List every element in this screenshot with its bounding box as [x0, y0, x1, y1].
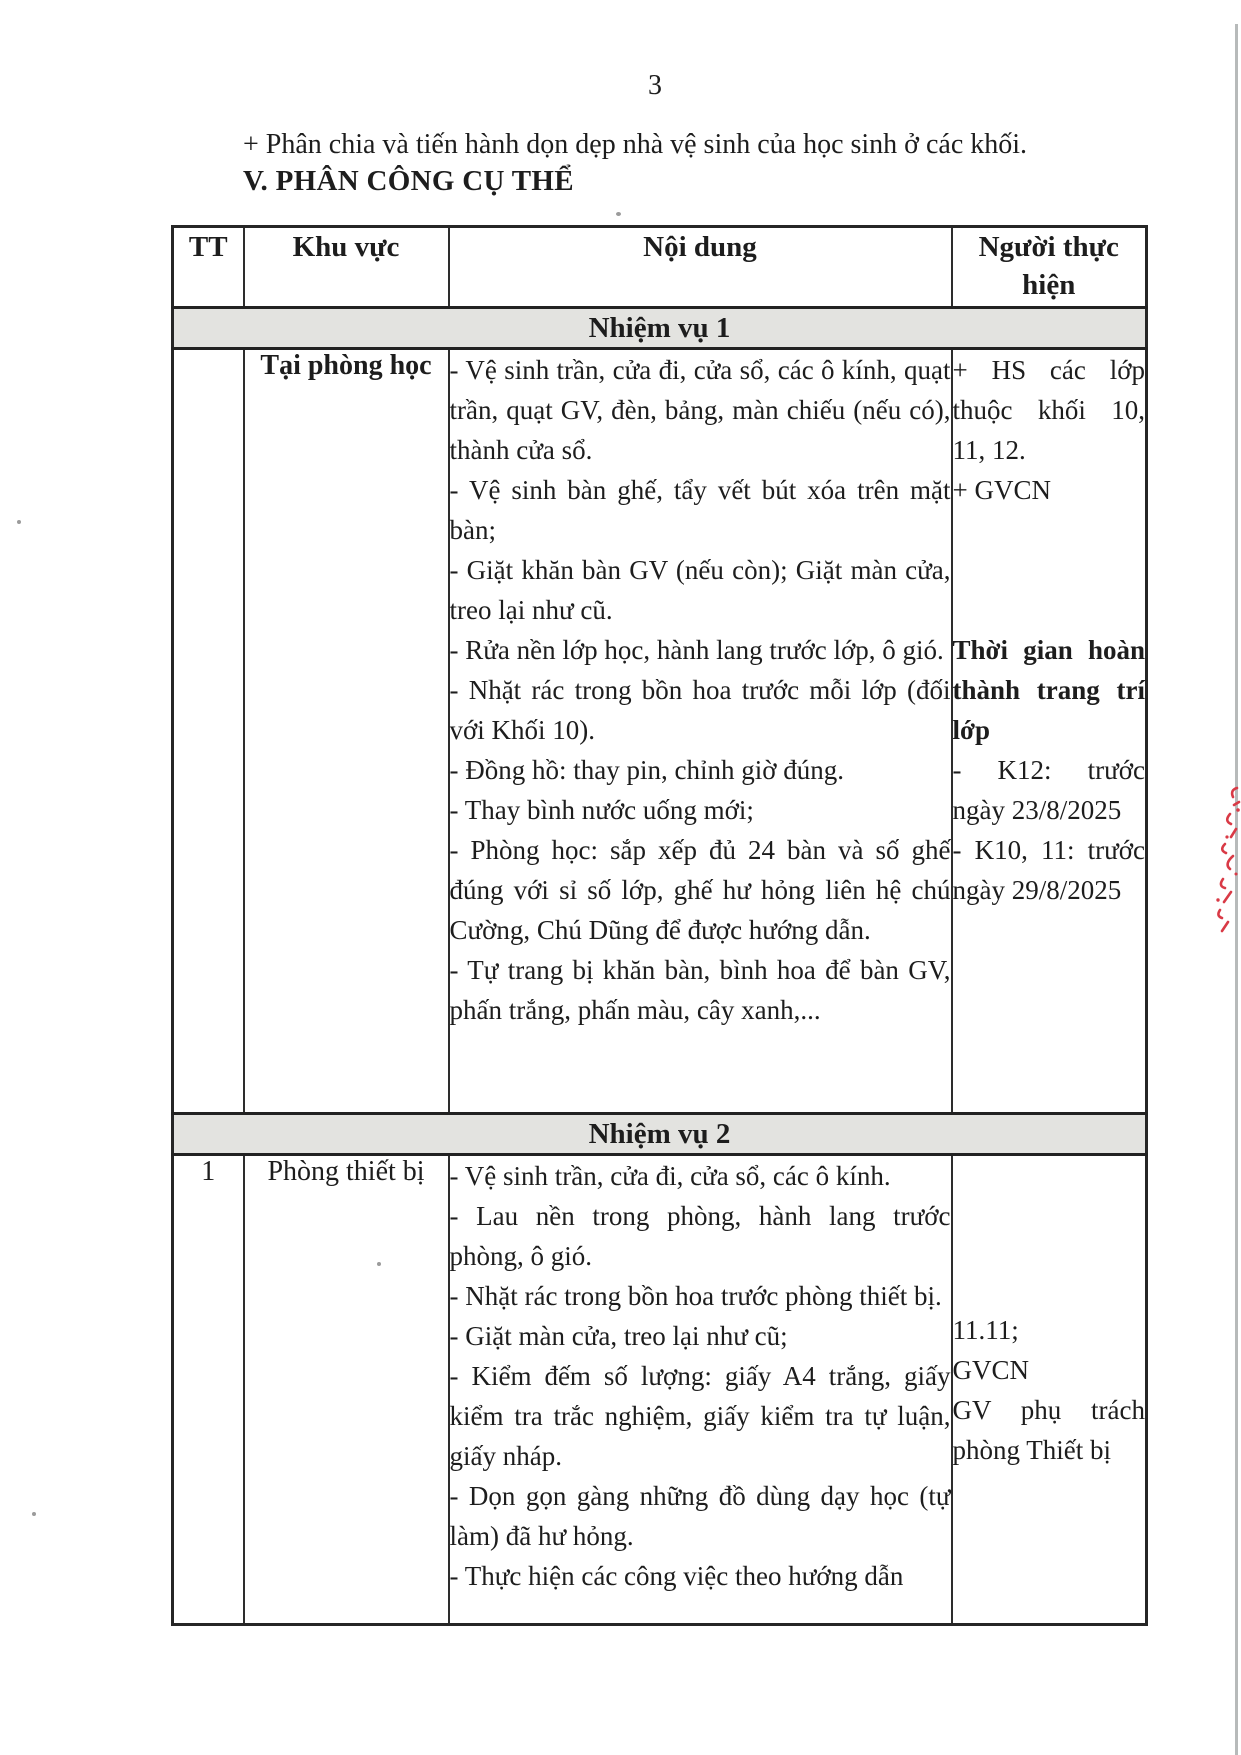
task2-content-item: - Thực hiện các công việc theo hướng dẫn	[449, 1561, 904, 1591]
task1-assignee-students: + HS các lớp thuộc khối 10, 11, 12.	[952, 355, 1145, 465]
task1-deadline-title: Thời gian hoàn thành trang trí lớp	[952, 635, 1145, 745]
task2-band-label: Nhiệm vụ 2	[173, 1114, 1147, 1155]
task2-content-item: - Giặt màn cửa, treo lại như cũ;	[449, 1321, 788, 1351]
header-row	[173, 227, 1147, 308]
header-cell-tt: TT	[173, 227, 244, 308]
task2-assignee-line: 11.11;	[952, 1314, 1019, 1345]
task1-band-row	[173, 308, 1147, 349]
scan-speck	[17, 520, 21, 524]
header-cell-khu-vuc: Khu vực	[244, 227, 449, 308]
task1-content-item: - Tự trang bị khăn bàn, bình hoa để bàn GV, phấn trắng, phấn màu, cây xanh,...	[449, 955, 951, 1025]
task1-content-item: - Giặt khăn bàn GV (nếu còn); Giặt màn cửa, treo lại như cũ.	[449, 555, 951, 625]
header-cell-noi-dung: Nội dung	[449, 227, 952, 308]
task1-content-item: - Đồng hồ: thay pin, chỉnh giờ đúng.	[449, 755, 844, 785]
task2-content-item: - Kiểm đếm số lượng: giấy A4 trắng, giấy kiểm tra trắc nghiệm, giấy kiểm tra tự luận, giấy nháp.	[449, 1361, 951, 1471]
assignee-gap	[953, 510, 1146, 630]
task1-row	[173, 349, 1147, 1114]
intro-line: + Phân chia và tiến hành dọn dẹp nhà vệ sinh của học sinh ở các khối.	[243, 129, 1028, 160]
task2-content-cell	[449, 1155, 952, 1625]
task2-content-item: - Vệ sinh trần, cửa đi, cửa sổ, các ô kính.	[449, 1161, 891, 1191]
assignment-table	[171, 225, 1148, 1626]
task1-content-item: - Vệ sinh trần, cửa đi, cửa sổ, các ô kính, quạt trần, quạt GV, đèn, bảng, màn chiếu (nếu có), thành cửa sổ.	[449, 355, 951, 465]
task1-assignee-cell	[952, 349, 1147, 1114]
task1-content-item: - Thay bình nước uống mới;	[449, 795, 754, 825]
task2-tt-cell: 1	[173, 1155, 244, 1625]
scan-speck	[32, 1512, 36, 1516]
task1-content-item: - Vệ sinh bàn ghế, tẩy vết bút xóa trên mặt bàn;	[449, 475, 951, 545]
task1-tt-cell	[173, 349, 244, 1114]
task1-content-item: - Nhặt rác trong bồn hoa trước mỗi lớp (đối với Khối 10).	[449, 675, 951, 745]
task1-assignee-gvcn: + GVCN	[952, 475, 1051, 505]
section-heading: V. PHÂN CÔNG CỤ THỂ	[243, 165, 574, 197]
task1-deadline-k12: - K12: trước ngày 23/8/2025	[952, 755, 1145, 825]
task1-content-cell	[449, 349, 952, 1114]
task2-assignee-cell	[952, 1155, 1147, 1625]
task1-deadline-k10-11: - K10, 11: trước ngày 29/8/2025	[952, 835, 1145, 905]
task2-content-item: - Lau nền trong phòng, hành lang trước phòng, ô gió.	[449, 1201, 951, 1271]
task2-assignee-line: GV phụ trách phòng Thiết bị	[952, 1394, 1145, 1465]
task2-area-cell: Phòng thiết bị	[244, 1155, 449, 1625]
page-number: 3	[648, 70, 662, 101]
task2-content-item: - Nhặt rác trong bồn hoa trước phòng thiết bị.	[449, 1281, 942, 1311]
task1-band-label: Nhiệm vụ 1	[173, 308, 1147, 349]
task2-content-item: - Dọn gọn gàng những đồ dùng dạy học (tự làm) đã hư hỏng.	[449, 1481, 951, 1551]
scan-speck	[616, 212, 621, 216]
task1-content-item: - Phòng học: sắp xếp đủ 24 bàn và số ghế đúng với sỉ số lớp, ghế hư hỏng liên hệ chú Cường, Chú Dũng để được hướng dẫn.	[449, 835, 951, 945]
task2-band-row	[173, 1114, 1147, 1155]
scan-speck	[377, 1262, 381, 1266]
handwritten-red-mark	[1213, 782, 1241, 937]
task2-row	[173, 1155, 1147, 1625]
header-cell-nguoi-thuc-hien: Người thực hiện	[952, 227, 1147, 308]
task1-content-item: - Rửa nền lớp học, hành lang trước lớp, ô gió.	[449, 635, 944, 665]
task1-area-cell: Tại phòng học	[244, 349, 449, 1114]
task2-assignee-line: GVCN	[952, 1354, 1030, 1385]
